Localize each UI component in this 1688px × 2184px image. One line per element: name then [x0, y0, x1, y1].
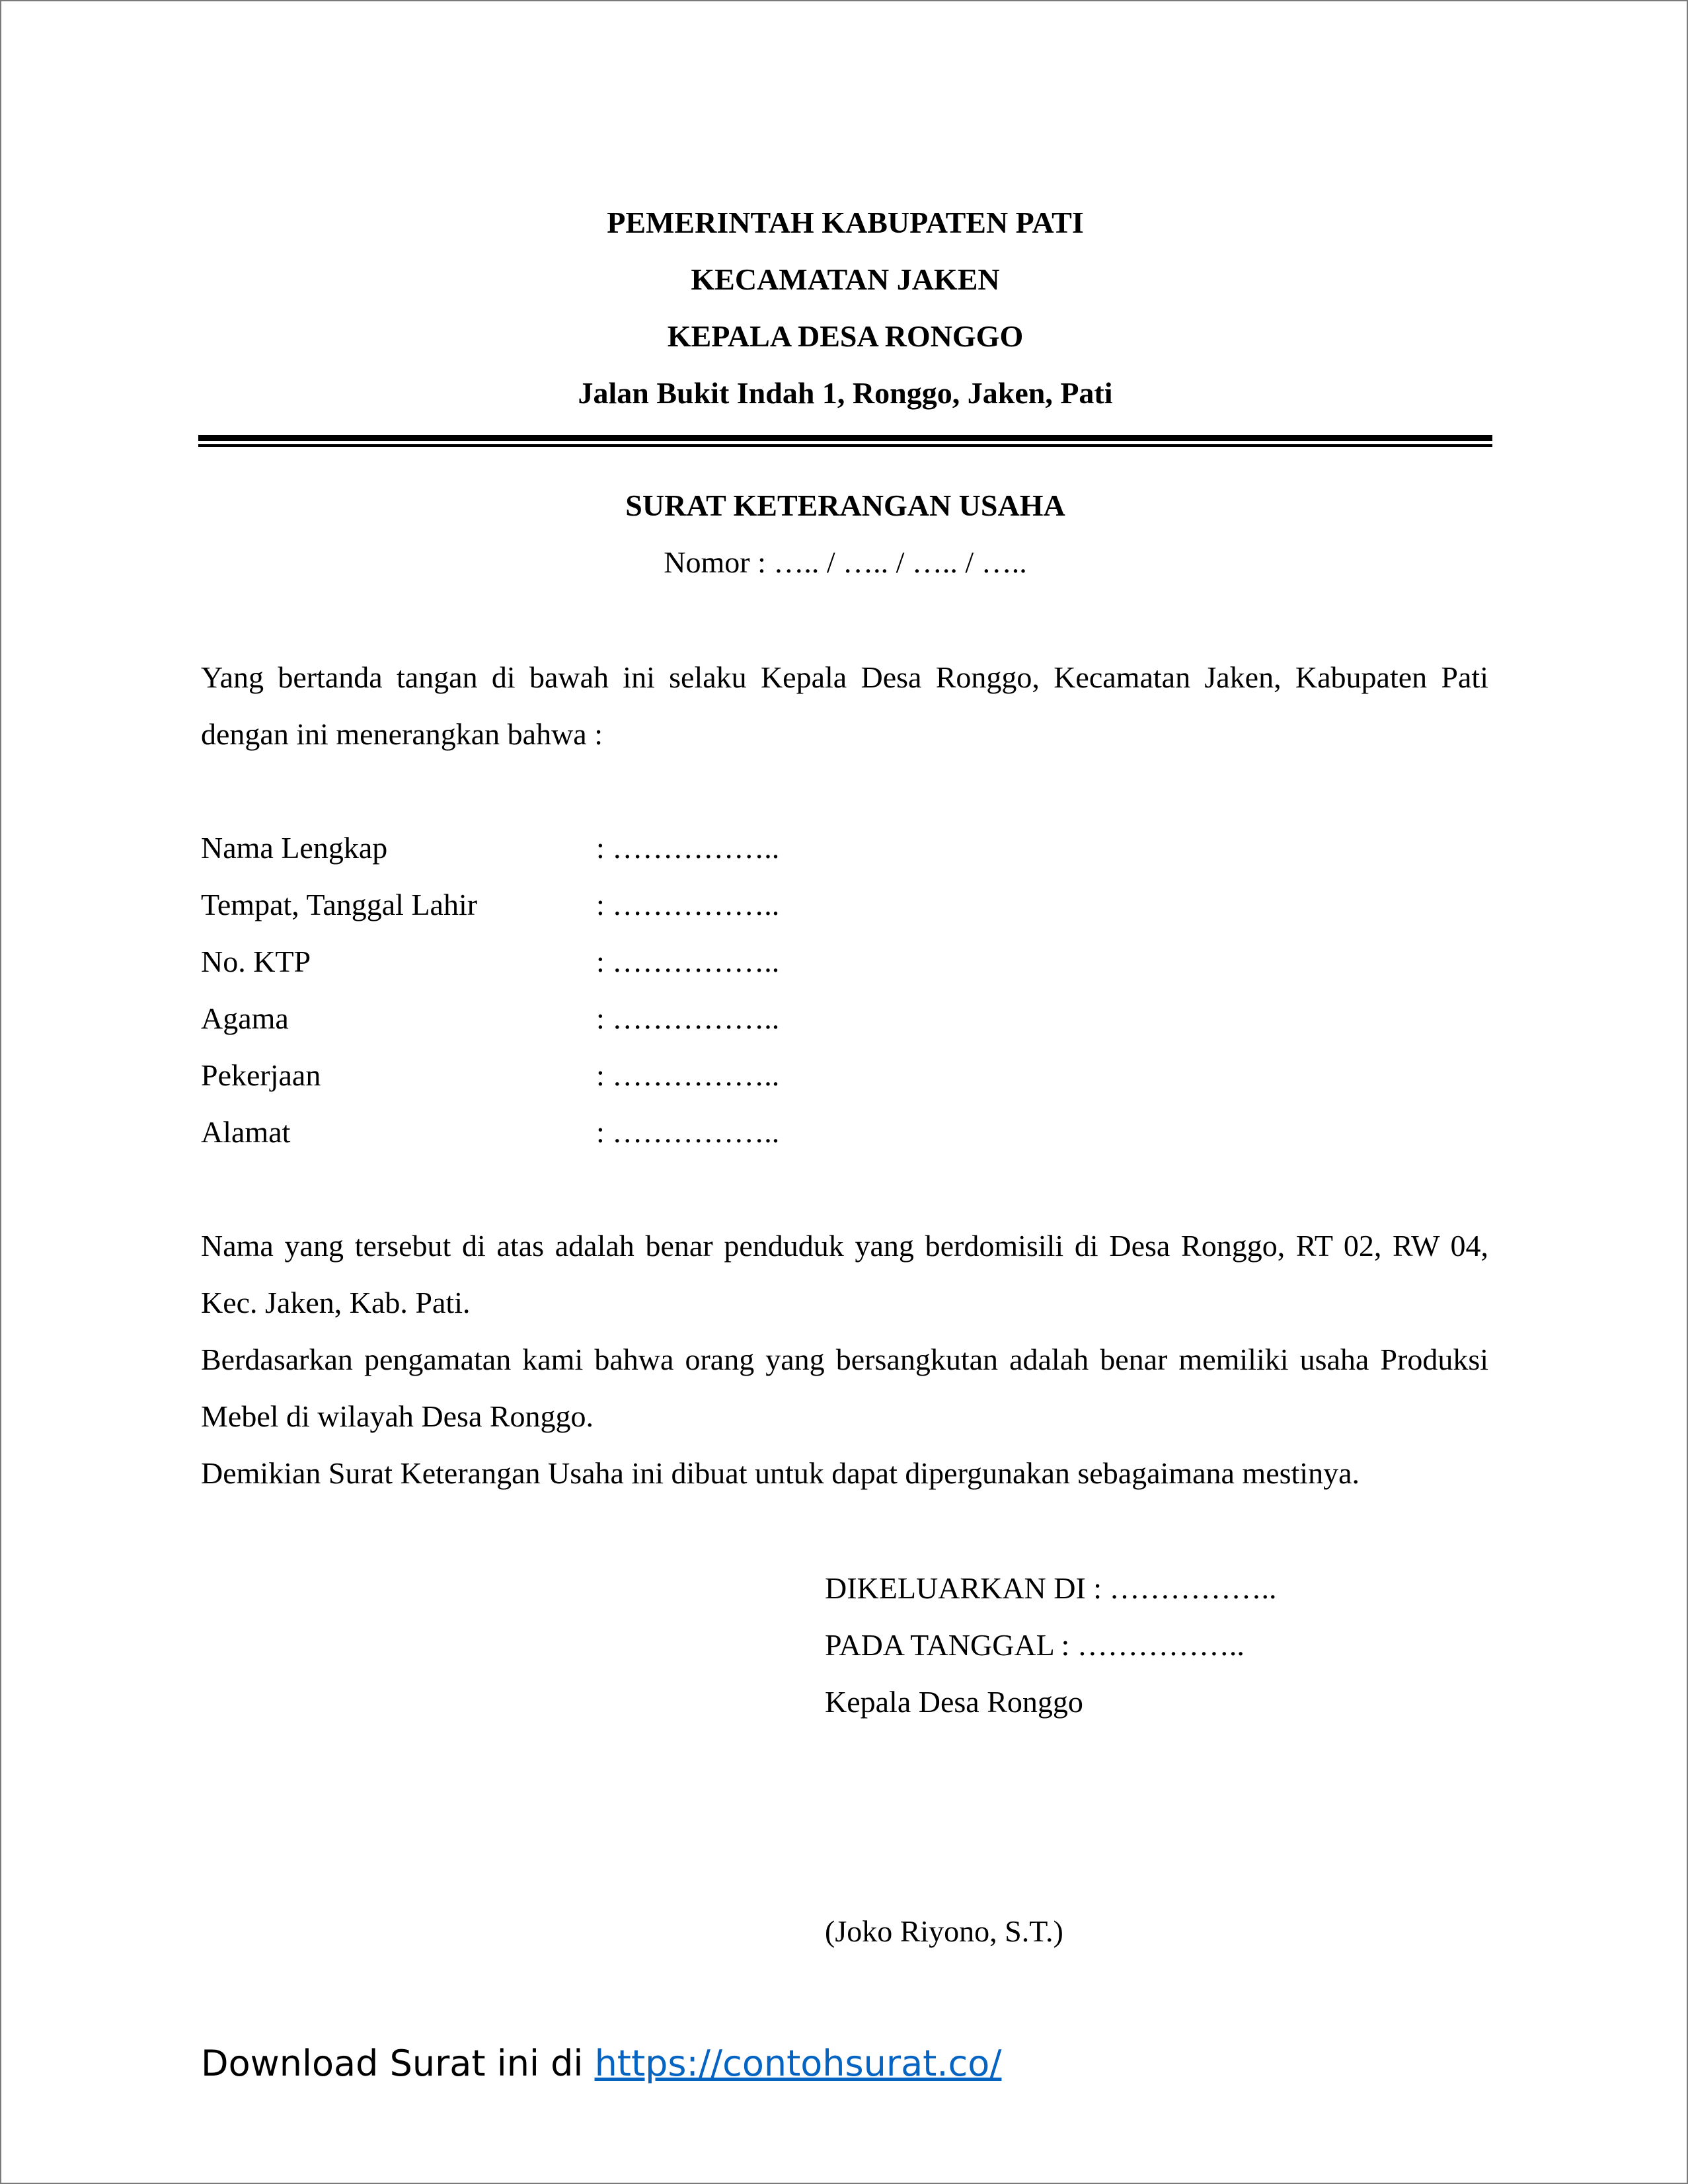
domicile-paragraph: Nama yang tersebut di atas adalah benar penduduk yang berdomisili di Desa Ronggo, RT 02, RW 04, Kec. Jaken, Kab. Pati. — [201, 1229, 1488, 1319]
field-label: Nama Lengkap — [201, 831, 388, 865]
business-paragraph: Berdasarkan pengamatan kami bahwa orang yang bersangkutan adalah benar memiliki usaha Produksi Mebel di wilayah Desa Ronggo. — [201, 1343, 1488, 1433]
download-link[interactable]: https://contohsurat.co/ — [594, 2043, 1002, 2084]
letter-title: SURAT KETERANGAN USAHA — [625, 488, 1065, 522]
letter-number: Nomor : ….. / ….. / ….. / ….. — [664, 545, 1027, 579]
letterhead-village-head: KEPALA DESA RONGGO — [667, 319, 1024, 353]
signatory-position: Kepala Desa Ronggo — [825, 1685, 1083, 1719]
field-value: : …………….. — [596, 945, 780, 978]
identity-fields — [201, 820, 779, 1161]
field-value: : …………….. — [596, 1058, 780, 1092]
field-row-occupation — [201, 1047, 779, 1104]
field-value: : …………….. — [596, 831, 780, 865]
field-label: Pekerjaan — [201, 1058, 321, 1092]
divider-thin-line — [198, 444, 1492, 447]
letterhead-district: KECAMATAN JAKEN — [691, 262, 1000, 296]
letterhead-government: PEMERINTAH KABUPATEN PATI — [607, 206, 1084, 239]
intro-paragraph: Yang bertanda tangan di bawah ini selaku Kepala Desa Ronggo, Kecamatan Jaken, Kabupaten Pati dengan ini menerangkan bahwa : — [201, 660, 1488, 751]
letterhead — [200, 194, 1491, 422]
closing-paragraph: Demikian Surat Keterangan Usaha ini dibuat untuk dapat dipergunakan sebagaimana mestinya. — [201, 1456, 1360, 1490]
field-row-id-card — [201, 933, 779, 990]
field-row-full-name — [201, 820, 779, 877]
field-value: : …………….. — [596, 1001, 780, 1035]
divider-thick-line — [198, 435, 1492, 441]
field-label: No. KTP — [201, 945, 311, 978]
issued-date: PADA TANGGAL : …………….. — [825, 1628, 1245, 1662]
field-label: Agama — [201, 1001, 289, 1035]
letterhead-address: Jalan Bukit Indah 1, Ronggo, Jaken, Pati — [578, 376, 1113, 410]
field-row-birth — [201, 877, 779, 933]
body-text — [201, 1218, 1488, 1502]
footer-text: Download Surat ini di — [201, 2043, 595, 2084]
download-footer — [201, 2037, 1001, 2090]
field-label: Alamat — [201, 1115, 291, 1149]
signatory-name: (Joko Riyono, S.T.) — [825, 1914, 1063, 1948]
letter-title-block — [200, 477, 1491, 591]
field-value: : …………….. — [596, 888, 780, 921]
signature-block — [825, 1560, 1277, 1731]
field-label: Tempat, Tanggal Lahir — [201, 888, 478, 921]
field-row-address — [201, 1104, 779, 1161]
field-row-religion — [201, 990, 779, 1047]
letterhead-divider — [198, 435, 1492, 448]
issued-at: DIKELUARKAN DI : …………….. — [825, 1571, 1277, 1605]
field-value: : …………….. — [596, 1115, 780, 1149]
